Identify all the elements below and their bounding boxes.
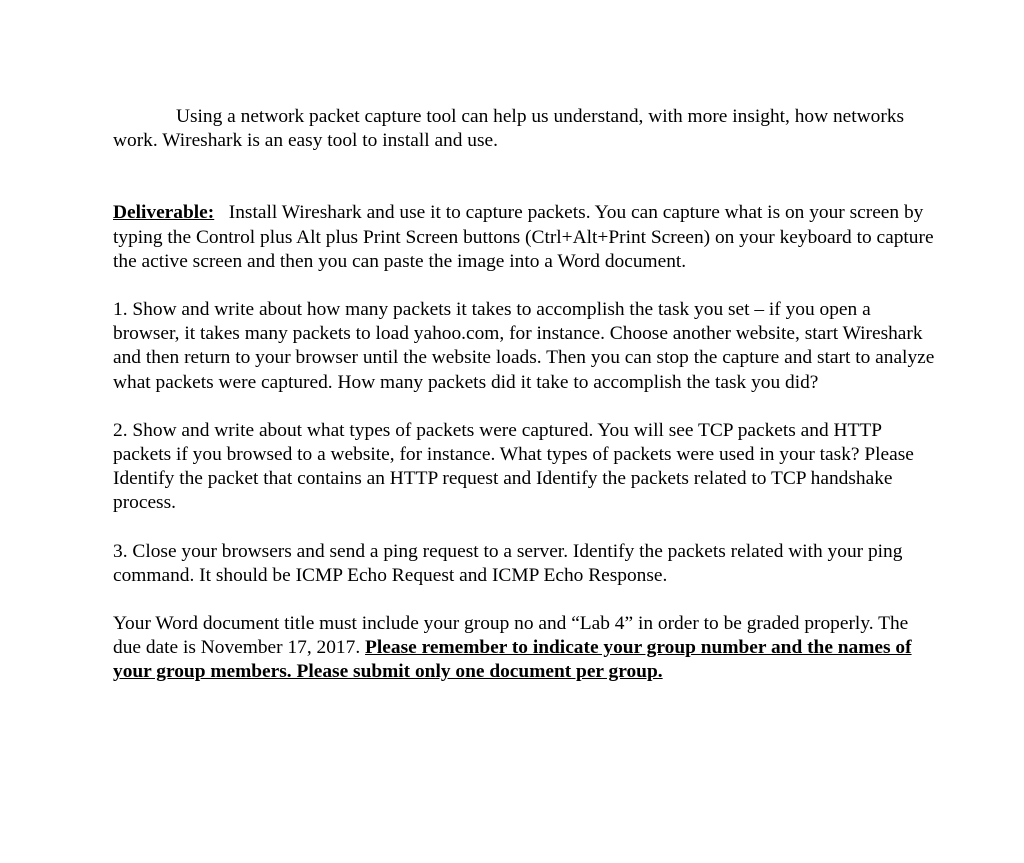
deliverable-paragraph bbox=[113, 201, 939, 274]
spacer bbox=[113, 588, 939, 612]
closing-emphasis: Please remember to indicate your group number and the names of your group members. Please submit only one document per group. bbox=[113, 637, 912, 683]
spacer bbox=[113, 153, 939, 201]
intro-paragraph: Using a network packet capture tool can help us understand, with more insight, how networks work. Wireshark is an easy tool to install and use. bbox=[113, 106, 905, 152]
deliverable-label: Deliverable: bbox=[113, 202, 215, 224]
spacer bbox=[113, 274, 939, 298]
deliverable-text: Install Wireshark and use it to capture packets. You can capture what is on your screen by typing the Control plus Alt plus Print Screen buttons (Ctrl+Alt+Print Screen) on your keyboard to capture the active screen and then you can paste the image into a Word document. bbox=[113, 202, 934, 272]
document-page bbox=[113, 105, 939, 685]
task-item-3: 3. Close your browsers and send a ping request to a server. Identify the packets related with your ping command. It should be ICMP Echo Request and ICMP Echo Response. bbox=[113, 540, 903, 586]
task-item-2: 2. Show and write about what types of packets were captured. You will see TCP packets and HTTP packets if you browsed to a website, for instance. What types of packets were used in your task? Please Identify the packet that contains an HTTP request and Identify the packets related to TCP handshake process. bbox=[113, 419, 914, 514]
task-item-1: 1. Show and write about how many packets it takes to accomplish the task you set – if you open a browser, it takes many packets to load yahoo.com, for instance. Choose another website, start Wireshark and then return to your browser until the website loads. Then you can stop the capture and start to analyze what packets were captured. How many packets did it take to accomplish the task you did? bbox=[113, 299, 935, 393]
spacer bbox=[113, 516, 939, 540]
closing-paragraph bbox=[113, 612, 939, 685]
spacer bbox=[113, 395, 939, 419]
closing-text: Your Word document title must include your group no and “Lab 4” in order to be graded properly. The due date is November 17, 2017. bbox=[113, 613, 909, 659]
